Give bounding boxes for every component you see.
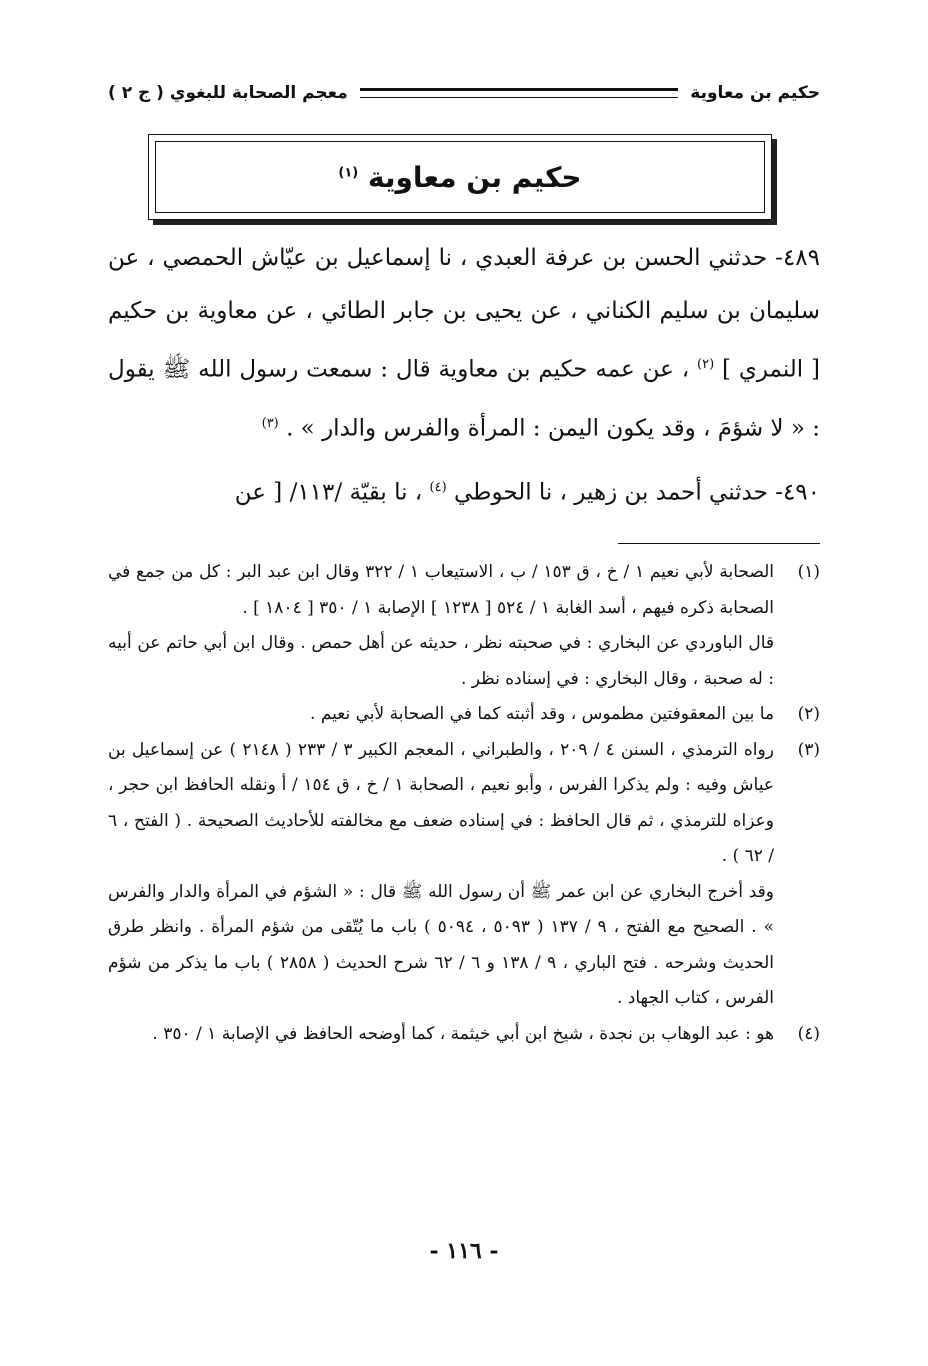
- footnote-body: [108, 733, 774, 1017]
- hadith-489-text-a: ٤٨٩- حدثني الحسن بن عرفة العبدي ، نا إسماعيل بن عيّاش الحمصي ، عن سليمان بن سليم الكناني ، عن يحيى بن جابر الطائي ، عن معاوية بن حكيم [ النمري ]: [108, 245, 821, 383]
- footnote-paragraph: هو : عبد الوهاب بن نجدة ، شيخ ابن أبي خيثمة ، كما أوضحه الحافظ في الإصابة ١ / ٣٥٠ .: [152, 1023, 774, 1044]
- hadith-490-text-a: ٤٩٠- حدثني أحمد بن زهير ، نا الحوطي: [453, 479, 820, 506]
- footnote-paragraph: رواه الترمذي ، السنن ٤ / ٢٠٩ ، والطبراني ، المعجم الكبير ٣ / ٢٣٣ ( ٢١٤٨ ) عن إسماعيل بن عياش وفيه : ولم يذكرا الفرس ، وأبو نعيم ، الصحابة ١ / خ ، ق ١٥٤ / أ ونقله الحافظ ابن حجر ، وعزاه للترمذي ، ثم قال الحافظ : في إسناده ضعف مع مخالفته للأحاديث الصحيحة . ( الفتح ، ٦ / ٦٢ ) .: [108, 739, 774, 866]
- running-title: حكيم بن معاوية: [690, 83, 820, 103]
- footnote-ref-3: (٣): [261, 415, 279, 431]
- footnote-3: [108, 733, 820, 1017]
- header-rule: [360, 88, 678, 98]
- footnote-paragraph: وقد أخرج البخاري عن ابن عمر ﷺ أن رسول الله ﷺ قال : « الشؤم في المرأة والدار والفرس » . الصحيح مع الفتح ، ٩ / ١٣٧ ( ٥٠٩٣ ، ٥٠٩٤ ) باب ما يُتّقى من شؤم المرأة . وانظر طرق الحديث وشرحه . فتح الباري ، ٩ / ١٣٨ و ٦ / ٦٢ شرح الحديث ( ٢٨٥٨ ) باب ما يذكر من شؤم الفرس ، كتاب الجهاد .: [108, 881, 775, 1008]
- footnote-body: [108, 555, 774, 697]
- page-number: - ١١٦ -: [429, 1238, 499, 1264]
- main-text: [108, 232, 820, 520]
- footnote-ref-4: (٤): [429, 480, 447, 496]
- footnote-separator: [618, 543, 820, 544]
- footnote-4: [108, 1017, 820, 1053]
- hadith-489: [108, 232, 820, 455]
- chapter-title-box: [148, 134, 772, 220]
- footnote-ref-2: (٢): [697, 357, 715, 372]
- footnote-paragraph: قال الباوردي عن البخاري : في صحبته نظر ، حديثه عن أهل حمص . وقال ابن أبي حاتم عن أبيه : له صحبة ، وقال البخاري : في إسناده نظر .: [108, 633, 774, 689]
- footnotes: [108, 555, 820, 1052]
- footnote-body: [108, 697, 774, 733]
- footnote-ref-1: (١): [338, 165, 359, 181]
- hadith-490: [108, 461, 820, 520]
- footnote-body: [108, 1017, 774, 1053]
- hadith-489-text-b: ، عن عمه حكيم بن معاوية قال : سمعت رسول الله ﷺ يقول : « لا شؤمَ ، وقد يكون اليمن : المرأة والفرس والدار » .: [108, 356, 820, 442]
- footnote-number: (١): [797, 562, 820, 582]
- footnote-number: (٣): [797, 739, 820, 760]
- page-header: [108, 76, 820, 110]
- hadith-490-text-b: ، نا بقيّة /١١٣/ [ عن: [234, 479, 423, 506]
- footnote-1: [108, 555, 820, 697]
- footnote-paragraph: الصحابة لأبي نعيم ١ / خ ، ق ١٥٣ / ب ، الاستيعاب ١ / ٣٢٢ وقال ابن عبد البر : كل من جمع في الصحابة ذكره فيهم ، أسد الغابة ١ / ٥٢٤ [ ١٢٣٨ ] الإصابة ١ / ٣٥٠ [ ١٨٠٤ ] .: [108, 562, 775, 618]
- book-title: معجم الصحابة للبغوي ( ج ٢ ): [108, 83, 348, 103]
- footnote-number: (٤): [797, 1023, 820, 1044]
- footnote-number: (٢): [797, 704, 820, 724]
- chapter-title-text: حكيم بن معاوية: [368, 160, 582, 194]
- footnote-paragraph: ما بين المعقوفتين مطموس ، وقد أثبته كما في الصحابة لأبي نعيم .: [310, 704, 774, 724]
- footnote-2: [108, 697, 820, 733]
- chapter-title: [338, 161, 581, 194]
